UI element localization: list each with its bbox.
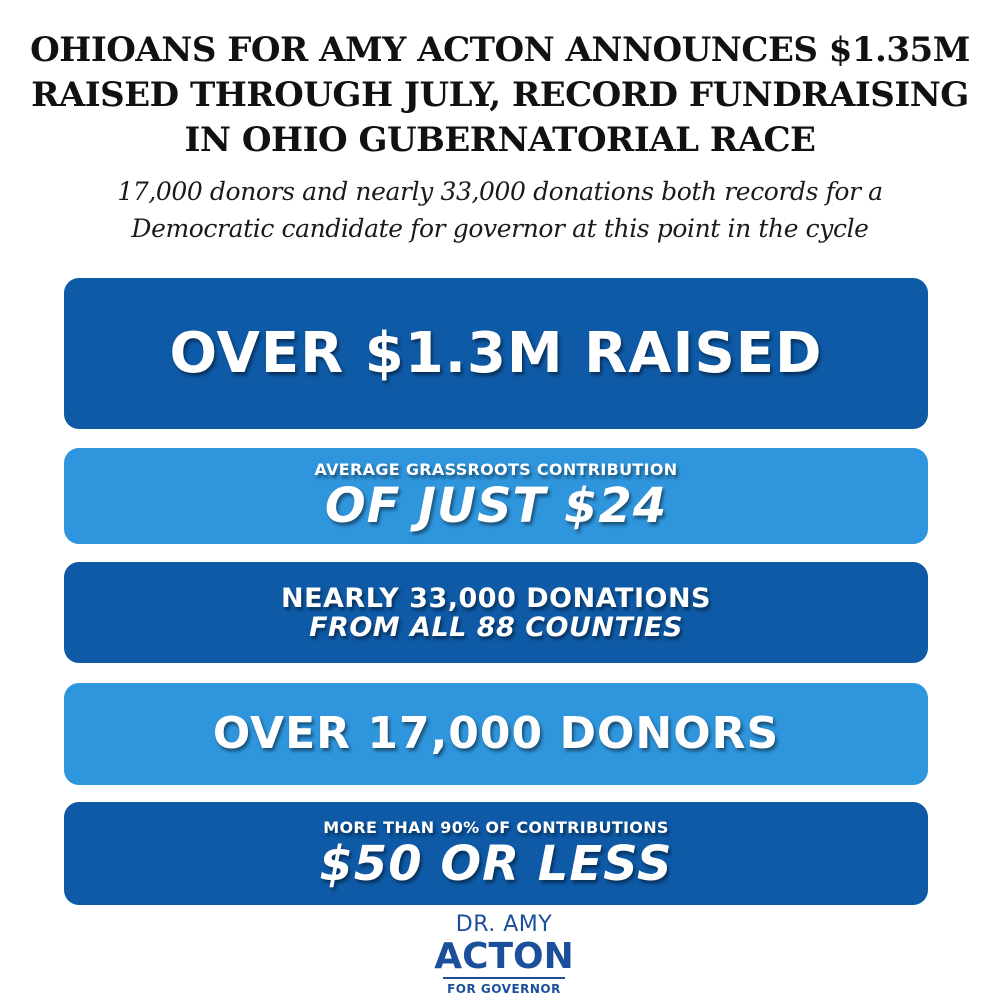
stat-box-raised (64, 278, 928, 429)
headline (20, 28, 980, 163)
campaign-logo (404, 912, 604, 996)
stat-donations-line-1: NEARLY 33,000 DONATIONS (281, 582, 711, 614)
stat-raised-text: OVER $1.3M RAISED (169, 320, 823, 386)
stat-average-value: OF JUST $24 (324, 478, 668, 534)
stat-box-donors (64, 683, 928, 785)
subheadline-line-1: 17,000 donors and nearly 33,000 donations both records for a (117, 177, 883, 206)
headline-line-2: RAISED THROUGH JULY, RECORD FUNDRAISING (31, 75, 969, 115)
logo-line-2: ACTON (434, 936, 574, 977)
stat-donations-line-2: FROM ALL 88 COUNTIES (309, 611, 683, 643)
stat-box-donations (64, 562, 928, 663)
stat-small-label: MORE THAN 90% OF CONTRIBUTIONS (323, 817, 669, 837)
logo-line-1: DR. AMY (455, 912, 553, 937)
stat-box-small-contributions (64, 802, 928, 905)
logo-divider (443, 977, 565, 979)
stat-small-value: $50 OR LESS (319, 835, 673, 892)
subheadline-line-2: Democratic candidate for governor at this point in the cycle (131, 214, 869, 243)
logo-line-3: FOR GOVERNOR (447, 982, 561, 996)
stat-donors-text: OVER 17,000 DONORS (212, 708, 780, 759)
headline-line-1: OHIOANS FOR AMY ACTON ANNOUNCES $1.35M (30, 30, 970, 70)
stat-box-average (64, 448, 928, 544)
subheadline (40, 173, 960, 247)
stat-average-label: AVERAGE GRASSROOTS CONTRIBUTION (314, 460, 678, 479)
headline-line-3: IN OHIO GUBERNATORIAL RACE (184, 120, 816, 160)
